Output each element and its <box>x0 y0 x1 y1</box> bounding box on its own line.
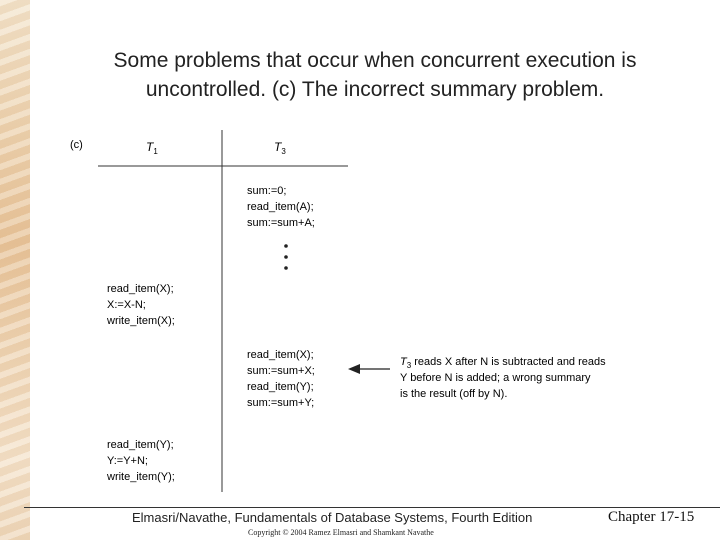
t1-step-subtract-n: X:=X-N; <box>107 299 146 311</box>
annotation-line-3: is the result (off by N). <box>400 388 508 400</box>
t3-step-sum-x: sum:=sum+X; <box>247 365 315 377</box>
t3-block-1 <box>247 185 315 229</box>
t1-step-write-x: write_item(X); <box>107 315 175 327</box>
t1-step-read-x: read_item(X); <box>107 283 174 295</box>
t1-block-1 <box>106 283 175 327</box>
ellipsis-dots <box>284 244 288 270</box>
footer-copyright: Copyright © 2004 Ramez Elmasri and Shamkant Navathe <box>248 528 434 537</box>
t3-step-read-x: read_item(X); <box>247 349 314 361</box>
footer-rule <box>24 507 720 508</box>
footer-chapter-label: Chapter 17-15 <box>608 509 695 525</box>
t3-step-sum-a: sum:=sum+A; <box>247 217 315 229</box>
column-header-t1: $T_1$ <box>146 140 158 156</box>
annotation-line-1: $T_3$ reads X after N is subtracted and reads <box>400 356 606 370</box>
slide-title-line-1: Some problems that occur when concurrent execution is <box>113 49 637 72</box>
t3-step-read-y: read_item(Y); <box>247 381 314 393</box>
column-header-t3: $T_3$ <box>274 140 286 156</box>
footer-book-title: Elmasri/Navathe, Fundamentals of Database Systems, Fourth Edition <box>132 510 533 525</box>
t3-block-2 <box>247 349 315 409</box>
annotation-text <box>400 356 606 400</box>
slide-title-line-2: uncontrolled. (c) The incorrect summary problem. <box>145 78 605 101</box>
annotation-arrow <box>348 364 390 374</box>
annotation-line-2: Y before N is added; a wrong summary <box>400 372 591 384</box>
panel-label: (c) <box>70 139 83 151</box>
t1-step-write-y: write_item(Y); <box>107 471 175 483</box>
t3-step-sum-init: sum:=0; <box>247 185 287 197</box>
t1-block-2 <box>106 439 175 483</box>
t1-step-add-n: Y:=Y+N; <box>107 455 148 467</box>
t1-step-read-y: read_item(Y); <box>107 439 174 451</box>
t3-step-sum-y: sum:=sum+Y; <box>247 397 315 409</box>
t3-step-read-a: read_item(A); <box>247 201 314 213</box>
